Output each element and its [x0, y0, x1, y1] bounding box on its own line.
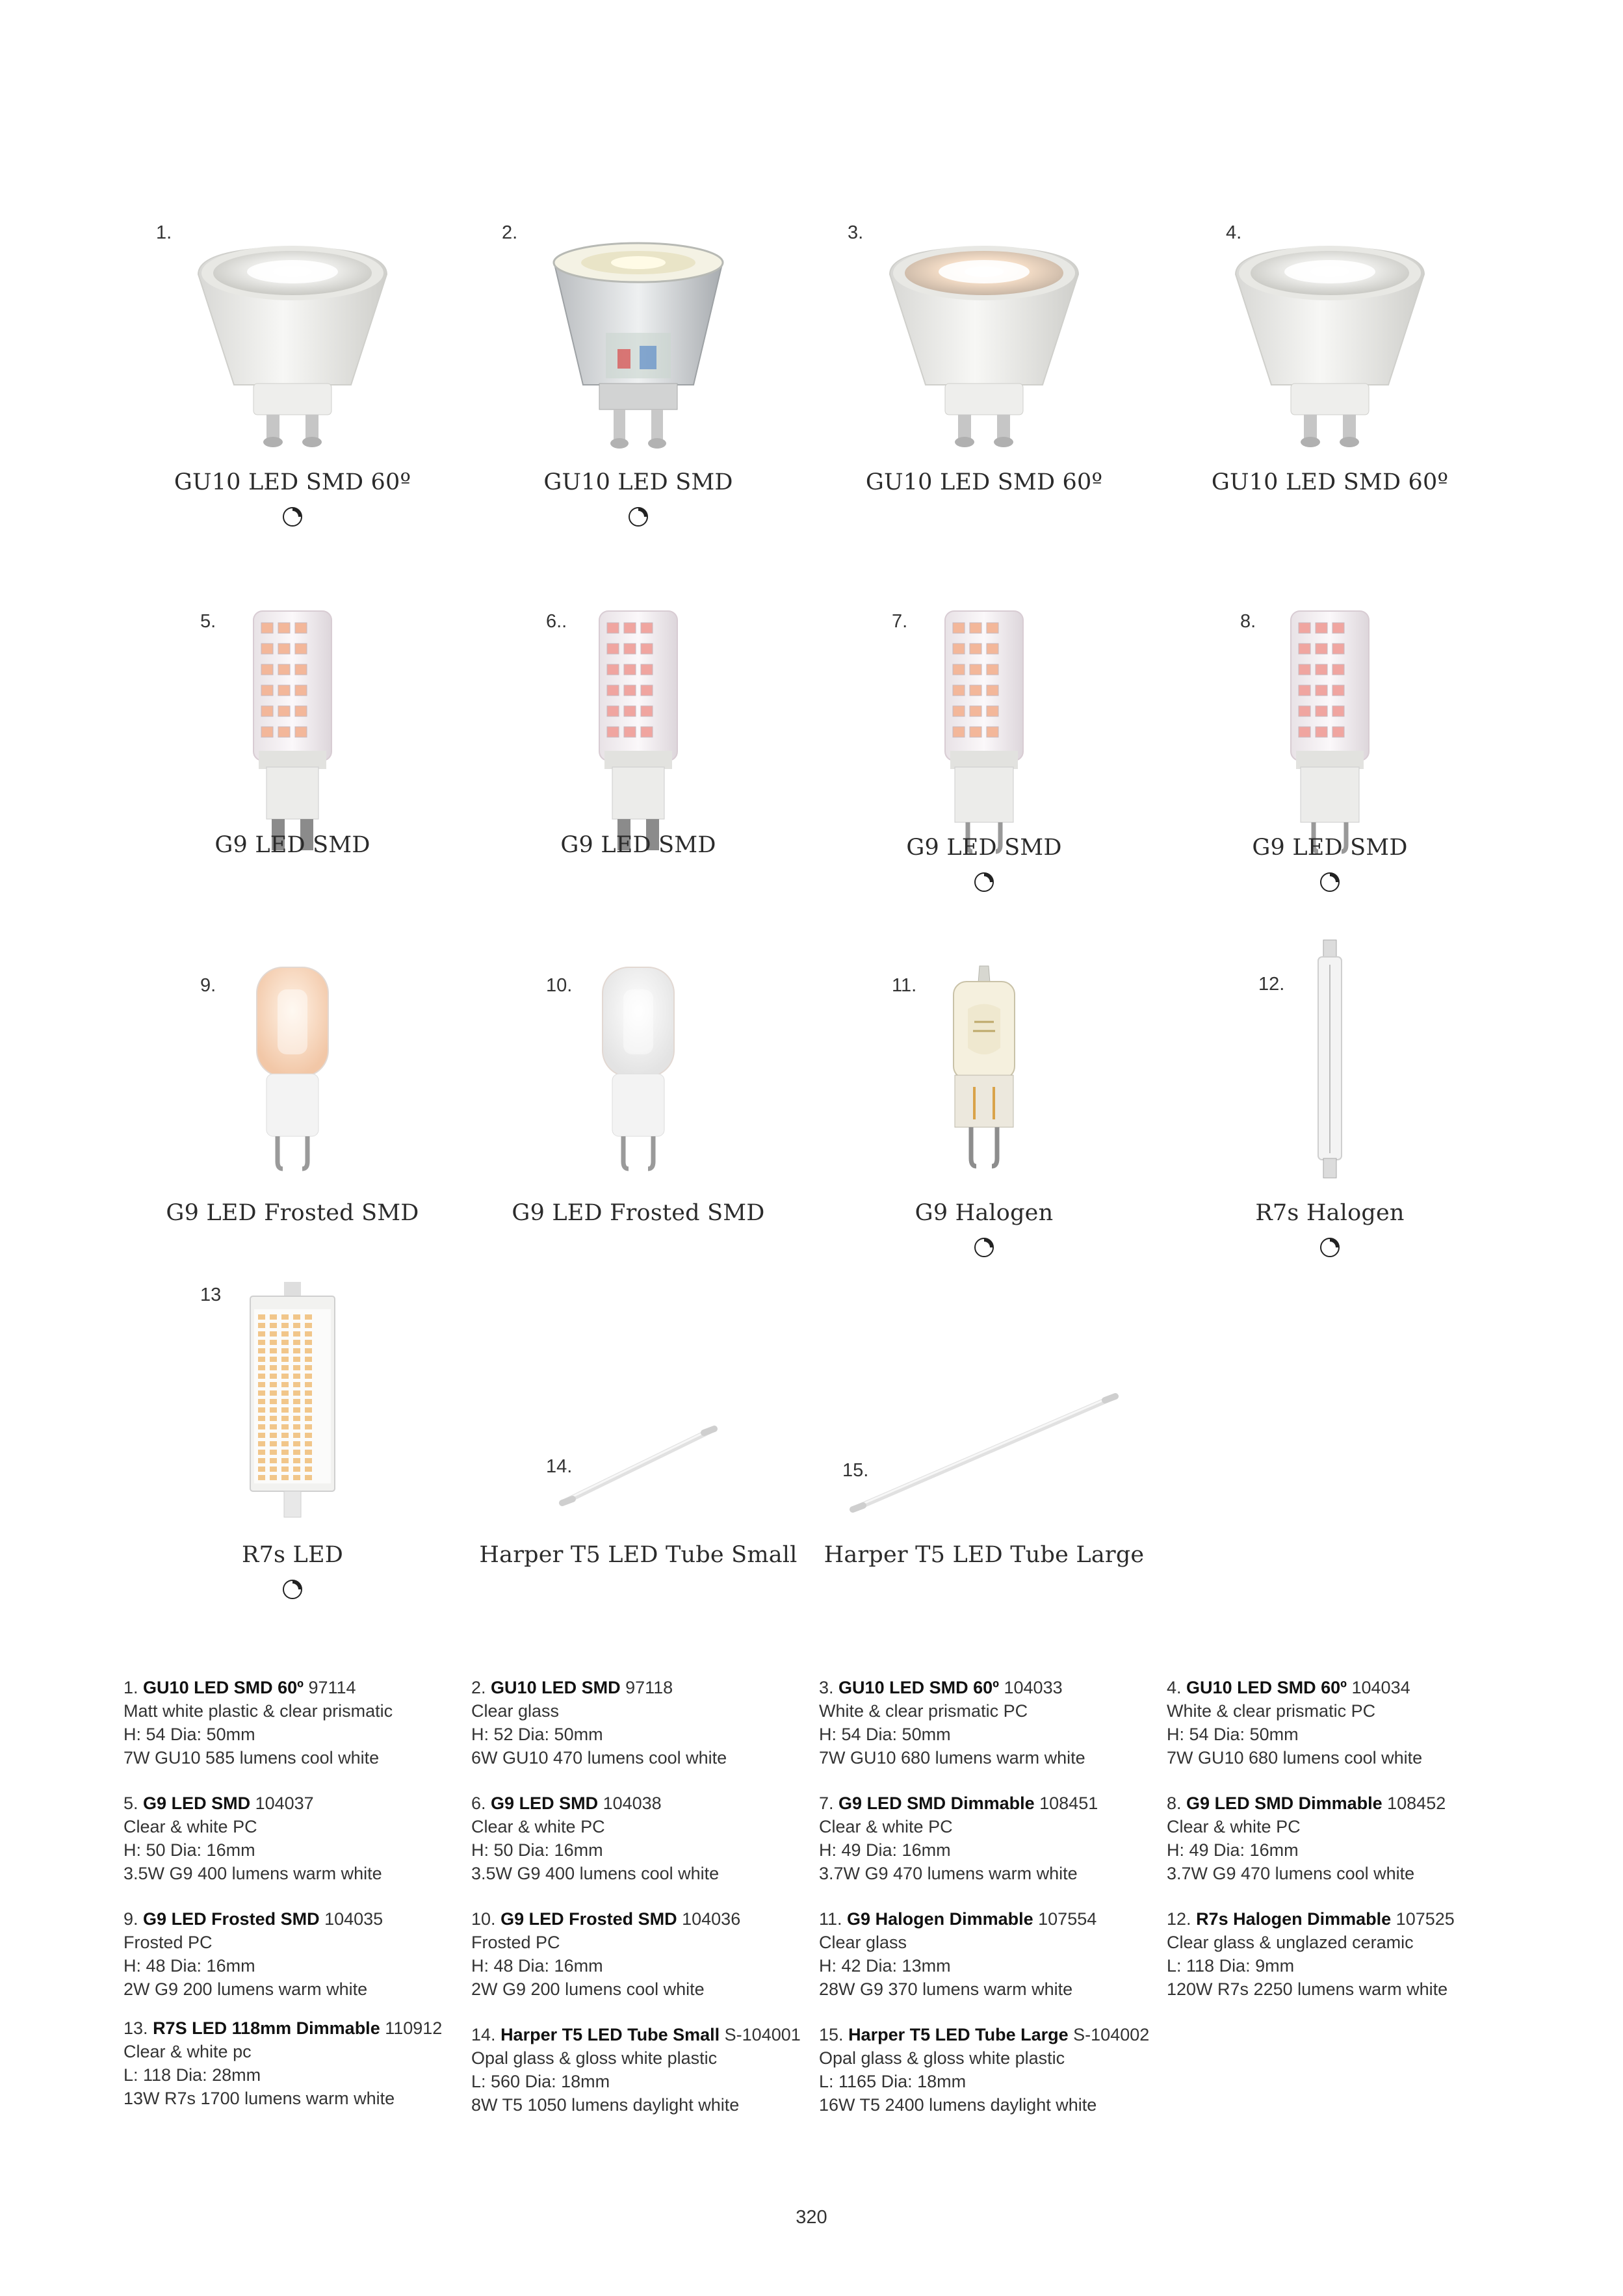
spec-heading — [471, 2023, 801, 2046]
product-number: 12. — [1258, 974, 1285, 995]
spec-dimensions: H: 48 Dia: 16mm — [123, 1956, 255, 1976]
spec-dimensions: H: 50 Dia: 16mm — [123, 1840, 255, 1860]
spec-block — [1167, 1676, 1422, 1769]
spec-output: 120W R7s 2250 lumens warm white — [1167, 1979, 1448, 1999]
spec-block — [819, 2023, 1149, 2117]
spec-number: 7. — [819, 1794, 834, 1813]
spec-block — [123, 2016, 442, 2110]
product-card — [809, 215, 1160, 579]
spec-dimensions: H: 48 Dia: 16mm — [471, 1956, 603, 1976]
spec-material: White & clear prismatic PC — [1167, 1701, 1376, 1721]
spec-output: 2W G9 200 lumens cool white — [471, 1979, 705, 1999]
spec-number: 12. — [1167, 1909, 1191, 1929]
gu10-warm-bulb-icon — [883, 235, 1085, 460]
product-number: 2. — [502, 222, 518, 243]
spec-material: Frosted PC — [123, 1933, 213, 1952]
spec-material: Frosted PC — [471, 1933, 560, 1952]
spec-output: 7W GU10 680 lumens cool white — [1167, 1748, 1423, 1768]
product-number: 9. — [200, 975, 216, 996]
product-title: G9 Halogen — [915, 1200, 1054, 1226]
g9-led-capsule-pins-icon — [939, 605, 1030, 861]
product-title: R7s Halogen — [1255, 1200, 1405, 1226]
spec-heading — [123, 1792, 382, 1815]
spec-code: 108451 — [1039, 1794, 1098, 1813]
spec-block — [471, 1792, 719, 1885]
spec-dimensions: H: 54 Dia: 50mm — [123, 1725, 255, 1744]
spec-number: 9. — [123, 1909, 138, 1929]
spec-material: Clear glass — [471, 1701, 560, 1721]
spec-code: 97114 — [308, 1678, 356, 1697]
spec-block — [123, 1676, 393, 1769]
spec-heading — [819, 1676, 1085, 1699]
product-title: G9 LED SMD — [906, 835, 1062, 861]
product-title: G9 LED Frosted SMD — [512, 1200, 765, 1226]
product-card — [463, 1274, 814, 1638]
product-card — [1154, 598, 1505, 962]
spec-code: 110912 — [385, 2018, 443, 2038]
spec-name: G9 Halogen Dimmable — [847, 1909, 1033, 1929]
product-number: 13 — [200, 1285, 222, 1305]
spec-number: 13. — [123, 2018, 148, 2038]
spec-material: Opal glass & gloss white plastic — [819, 2048, 1065, 2068]
spec-dimensions: H: 50 Dia: 16mm — [471, 1840, 603, 1860]
spec-material: Matt white plastic & clear prismatic — [123, 1701, 393, 1721]
spec-dimensions: H: 52 Dia: 50mm — [471, 1725, 603, 1744]
product-number: 8. — [1240, 611, 1256, 632]
spec-dimensions: H: 54 Dia: 50mm — [1167, 1725, 1299, 1744]
t5-tube-large-icon — [848, 1391, 1121, 1518]
page-number: 320 — [796, 2207, 827, 2228]
spec-name: GU10 LED SMD — [491, 1678, 621, 1697]
spec-name: G9 LED Frosted SMD — [500, 1909, 677, 1929]
spec-material: Clear & white PC — [1167, 1817, 1301, 1836]
spec-heading — [1167, 1907, 1455, 1931]
product-card — [117, 1274, 468, 1638]
spec-name: G9 LED SMD — [491, 1794, 599, 1813]
spec-dimensions: L: 118 Dia: 9mm — [1167, 1956, 1295, 1976]
spec-dimensions: H: 54 Dia: 50mm — [819, 1725, 951, 1744]
spec-code: 104036 — [682, 1909, 741, 1929]
spec-name: GU10 LED SMD 60º — [143, 1678, 304, 1697]
product-card — [1154, 215, 1505, 579]
product-title: G9 LED SMD — [560, 832, 716, 858]
product-number: 6.. — [546, 611, 567, 632]
spec-output: 3.7W G9 470 lumens cool white — [1167, 1864, 1415, 1883]
product-card — [117, 956, 468, 1320]
g9-led-capsule-icon — [593, 605, 684, 861]
spec-code: 104034 — [1351, 1678, 1410, 1697]
dimmable-icon — [281, 1578, 304, 1600]
product-title: GU10 LED SMD 60º — [174, 469, 411, 495]
spec-output: 3.5W G9 400 lumens cool white — [471, 1864, 720, 1883]
spec-dimensions: L: 1165 Dia: 18mm — [819, 2072, 967, 2091]
spec-heading — [819, 1792, 1098, 1815]
spec-name: Harper T5 LED Tube Small — [500, 2025, 720, 2044]
spec-block — [819, 1792, 1098, 1885]
product-title: G9 LED SMD — [1252, 835, 1408, 861]
product-title: GU10 LED SMD 60º — [1211, 469, 1449, 495]
product-card — [463, 215, 814, 579]
spec-code: 104038 — [603, 1794, 662, 1813]
spec-block — [471, 1676, 727, 1769]
spec-output: 7W GU10 585 lumens cool white — [123, 1748, 380, 1768]
spec-dimensions: H: 49 Dia: 16mm — [1167, 1840, 1299, 1860]
dimmable-icon — [1319, 871, 1341, 893]
product-card — [117, 598, 468, 962]
gu10-white-bulb-icon — [192, 235, 393, 460]
dimmable-icon — [973, 871, 995, 893]
spec-block — [1167, 1907, 1455, 2001]
spec-name: G9 LED SMD Dimmable — [1186, 1794, 1383, 1813]
product-card — [463, 598, 814, 962]
spec-heading — [123, 2016, 442, 2040]
spec-code: 104037 — [255, 1794, 314, 1813]
spec-heading — [123, 1907, 383, 1931]
spec-name: G9 LED SMD Dimmable — [838, 1794, 1035, 1813]
product-title: GU10 LED SMD 60º — [865, 469, 1103, 495]
spec-block — [1167, 1792, 1446, 1885]
spec-number: 11. — [819, 1909, 842, 1929]
spec-number: 10. — [471, 1909, 496, 1929]
spec-heading — [471, 1907, 740, 1931]
spec-material: Clear glass — [819, 1933, 907, 1952]
spec-block — [471, 1907, 740, 2001]
g9-frosted-warm-icon — [244, 963, 341, 1181]
spec-block — [819, 1676, 1085, 1769]
product-number: 1. — [156, 222, 172, 243]
gu10-glass-bulb-icon — [541, 235, 736, 460]
spec-block — [819, 1907, 1097, 2001]
product-number: 7. — [892, 611, 908, 632]
spec-name: Harper T5 LED Tube Large — [848, 2025, 1069, 2044]
spec-output: 13W R7s 1700 lumens warm white — [123, 2089, 395, 2108]
product-title: G9 LED SMD — [214, 832, 370, 858]
spec-code: 97118 — [625, 1678, 673, 1697]
g9-led-capsule-pins-icon — [1284, 605, 1375, 861]
spec-code: S-104001 — [724, 2025, 801, 2044]
spec-number: 4. — [1167, 1678, 1182, 1697]
spec-number: 14. — [471, 2025, 496, 2044]
spec-name: G9 LED Frosted SMD — [143, 1909, 320, 1929]
product-number: 5. — [200, 611, 216, 632]
spec-code: 104033 — [1004, 1678, 1063, 1697]
product-card — [809, 598, 1160, 962]
spec-number: 2. — [471, 1678, 486, 1697]
spec-code: 108452 — [1387, 1794, 1446, 1813]
spec-dimensions: L: 118 Dia: 28mm — [123, 2065, 261, 2085]
spec-number: 3. — [819, 1678, 834, 1697]
spec-material: Opal glass & gloss white plastic — [471, 2048, 718, 2068]
spec-number: 1. — [123, 1678, 138, 1697]
gu10-white-bulb-icon — [1229, 235, 1431, 460]
spec-output: 16W T5 2400 lumens daylight white — [819, 2095, 1097, 2115]
spec-output: 3.5W G9 400 lumens warm white — [123, 1864, 382, 1883]
spec-name: GU10 LED SMD 60º — [1186, 1678, 1347, 1697]
spec-material: Clear & white PC — [819, 1817, 953, 1836]
spec-material: Clear & white PC — [123, 1817, 257, 1836]
product-number: 3. — [848, 222, 864, 243]
spec-heading — [123, 1676, 393, 1699]
g9-halogen-icon — [935, 963, 1033, 1181]
spec-output: 2W G9 200 lumens warm white — [123, 1979, 368, 1999]
spec-number: 8. — [1167, 1794, 1182, 1813]
product-card — [809, 1274, 1160, 1638]
spec-block — [471, 2023, 801, 2117]
dimmable-icon — [281, 506, 304, 528]
spec-heading — [819, 2023, 1149, 2046]
product-number: 11. — [892, 975, 917, 996]
spec-block — [123, 1792, 382, 1885]
product-number: 4. — [1226, 222, 1242, 243]
spec-material: Clear glass & unglazed ceramic — [1167, 1933, 1414, 1952]
product-title: R7s LED — [242, 1542, 343, 1568]
spec-number: 5. — [123, 1794, 138, 1813]
product-card — [809, 956, 1160, 1320]
spec-output: 6W GU10 470 lumens cool white — [471, 1748, 727, 1768]
product-card — [463, 956, 814, 1320]
spec-name: R7s Halogen Dimmable — [1196, 1909, 1392, 1929]
spec-heading — [1167, 1676, 1422, 1699]
spec-heading — [1167, 1792, 1446, 1815]
g9-frosted-icon — [590, 963, 687, 1181]
spec-output: 8W T5 1050 lumens daylight white — [471, 2095, 740, 2115]
dimmable-icon — [627, 506, 649, 528]
spec-block — [123, 1907, 383, 2001]
spec-output: 28W G9 370 lumens warm white — [819, 1979, 1073, 1999]
spec-name: R7S LED 118mm Dimmable — [153, 2018, 380, 2038]
dimmable-icon — [1319, 1236, 1341, 1259]
spec-name: GU10 LED SMD 60º — [838, 1678, 999, 1697]
product-title: GU10 LED SMD — [543, 469, 733, 495]
spec-material: Clear & white PC — [471, 1817, 605, 1836]
product-title: G9 LED Frosted SMD — [166, 1200, 419, 1226]
spec-material: Clear & white pc — [123, 2042, 252, 2061]
spec-number: 6. — [471, 1794, 486, 1813]
spec-material: White & clear prismatic PC — [819, 1701, 1028, 1721]
product-number: 10. — [546, 975, 573, 996]
spec-number: 15. — [819, 2025, 844, 2044]
product-title: Harper T5 LED Tube Large — [824, 1542, 1145, 1568]
spec-dimensions: L: 560 Dia: 18mm — [471, 2072, 610, 2091]
spec-output: 3.7W G9 470 lumens warm white — [819, 1864, 1078, 1883]
spec-code: 107525 — [1396, 1909, 1455, 1929]
spec-dimensions: H: 49 Dia: 16mm — [819, 1840, 951, 1860]
product-number: 14. — [546, 1456, 573, 1477]
spec-heading — [819, 1907, 1097, 1931]
g9-led-capsule-icon — [247, 605, 338, 861]
spec-output: 7W GU10 680 lumens warm white — [819, 1748, 1085, 1768]
spec-name: G9 LED SMD — [143, 1794, 251, 1813]
product-number: 15. — [842, 1460, 869, 1481]
product-card — [117, 215, 468, 579]
spec-heading — [471, 1676, 727, 1699]
spec-code: S-104002 — [1073, 2025, 1150, 2044]
spec-heading — [471, 1792, 719, 1815]
r7s-halogen-icon — [1310, 939, 1349, 1182]
product-title: Harper T5 LED Tube Small — [479, 1542, 798, 1568]
dimmable-icon — [973, 1236, 995, 1259]
r7s-led-icon — [244, 1281, 341, 1531]
spec-code: 104035 — [324, 1909, 383, 1929]
product-card — [1154, 933, 1505, 1298]
spec-dimensions: H: 42 Dia: 13mm — [819, 1956, 951, 1976]
spec-code: 107554 — [1038, 1909, 1097, 1929]
t5-tube-small-icon — [557, 1424, 720, 1511]
